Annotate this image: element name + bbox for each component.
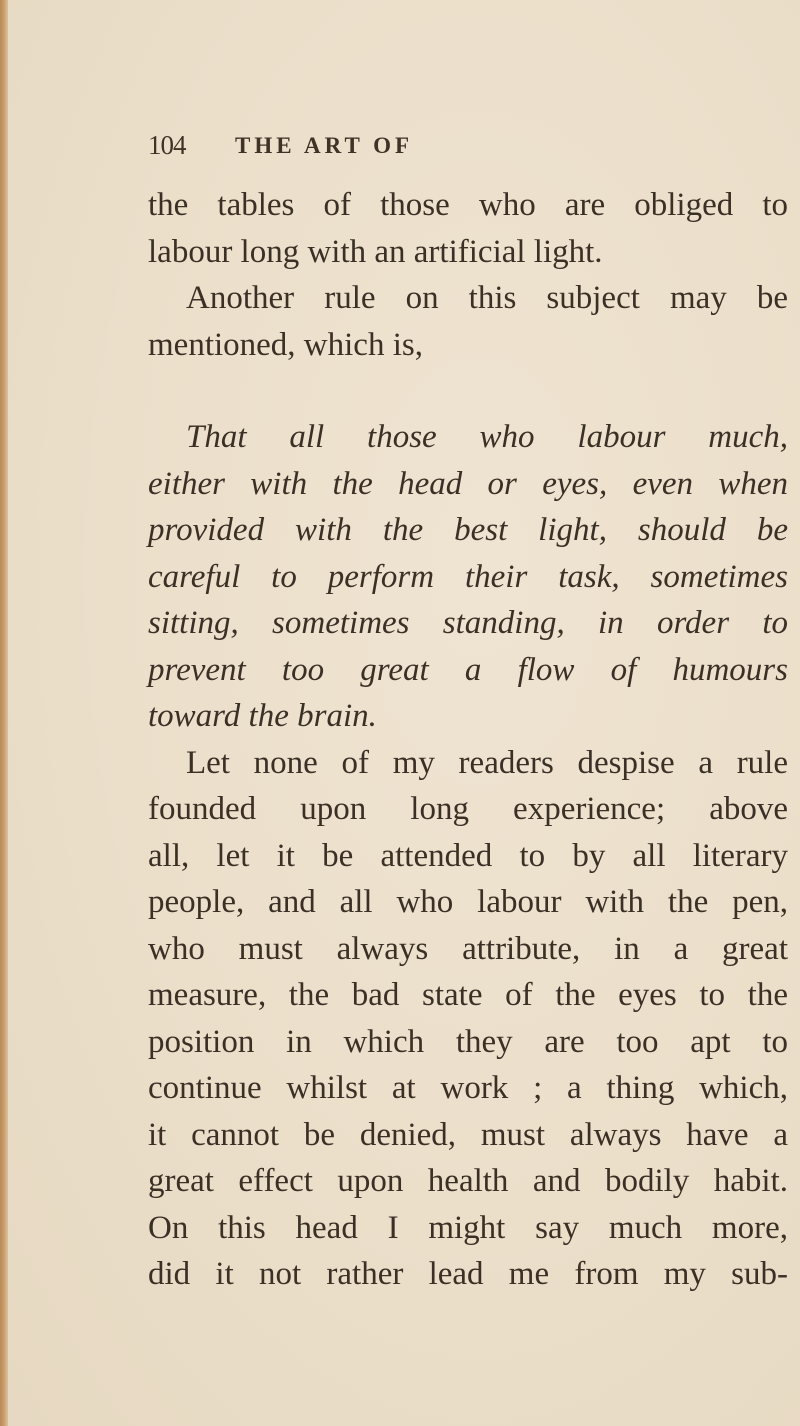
quoted-rule-line: provided with the best light, should be <box>148 512 788 548</box>
quoted-rule-line: toward the brain. <box>148 698 377 734</box>
text-line: the tables of those who are obliged to <box>148 187 788 223</box>
body-text <box>148 182 788 1298</box>
quoted-rule-line: That all those who labour much, <box>186 419 788 455</box>
quoted-rule-line: prevent too great a flow of humours <box>148 651 788 688</box>
page-header <box>148 130 788 170</box>
text-line: Let none of my readers despise a rule <box>186 744 788 781</box>
text-line: did it not rather lead me from my sub- <box>148 1256 788 1292</box>
page-edge <box>0 0 8 1426</box>
page-number: 104 <box>148 130 186 160</box>
text-line: mentioned, which is, <box>148 326 423 363</box>
text-line: it cannot be denied, must always have a <box>148 1116 788 1153</box>
text-line: all, let it be attended to by all literary <box>148 837 788 874</box>
running-head: THE ART OF <box>235 133 414 158</box>
text-line: who must always attribute, in a great <box>148 930 788 967</box>
text-line: position in which they are too apt to <box>148 1023 788 1060</box>
text-line: great effect upon health and bodily habit. <box>148 1163 788 1199</box>
text-line: labour long with an artificial light. <box>148 233 603 270</box>
text-line: Another rule on this subject may be <box>186 280 788 316</box>
text-line: measure, the bad state of the eyes to the <box>148 977 788 1013</box>
text-line: founded upon long experience; above <box>148 791 788 827</box>
quoted-rule-line: either with the head or eyes, even when <box>148 465 788 502</box>
quoted-rule-line: sitting, sometimes standing, in order to <box>148 605 788 641</box>
paragraph-gap <box>148 368 788 414</box>
text-line: continue whilst at work ; a thing which, <box>148 1070 788 1106</box>
text-line: people, and all who labour with the pen, <box>148 884 788 920</box>
quoted-rule-line: careful to perform their task, sometimes <box>148 558 788 595</box>
text-line: On this head I might say much more, <box>148 1209 788 1246</box>
